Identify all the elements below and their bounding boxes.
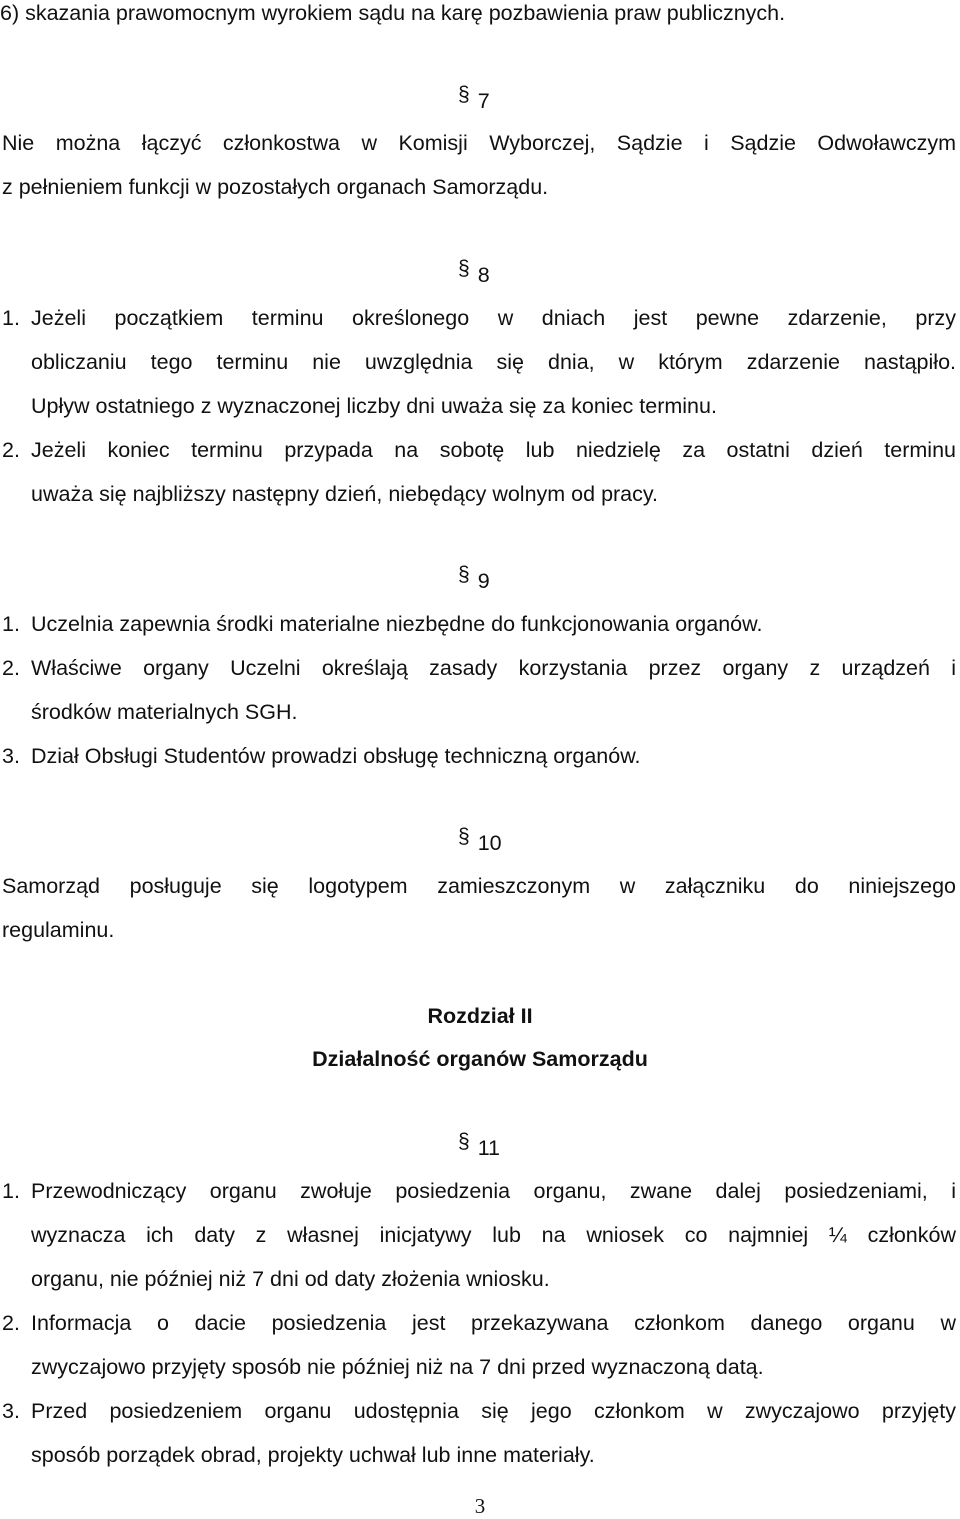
paragraph-line: organu, nie później niż 7 dni od daty złożenia wniosku.: [31, 1267, 550, 1291]
paragraph-line: Przed posiedzeniem organu udostępnia się jego członkom w zwyczajowo przyjęty: [31, 1399, 956, 1423]
list-item-6: 6) skazania prawomocnym wyrokiem sądu na karę pozbawienia praw publicznych.: [0, 1, 786, 25]
section-number: 9: [477, 569, 490, 593]
section-symbol: §: [458, 563, 470, 586]
section-10-text-line: Samorząd posługuje się logotypem zamieszczonym w załączniku do niniejszego: [2, 874, 956, 898]
paragraph-number: 3.: [2, 744, 20, 768]
paragraph-number: 2.: [2, 438, 20, 462]
paragraph-line: Informacja o dacie posiedzenia jest przekazywana członkom danego organu w: [31, 1311, 956, 1335]
paragraph-line: Jeżeli początkiem terminu określonego w dniach jest pewne zdarzenie, przy: [31, 306, 956, 330]
paragraph-number: 1.: [2, 306, 20, 330]
section-11-heading: [458, 1130, 501, 1161]
section-10-heading: [458, 825, 502, 856]
paragraph-line: Uczelnia zapewnia środki materialne niezbędne do funkcjonowania organów.: [31, 612, 763, 636]
paragraph-line: sposób porządek obrad, projekty uchwał lub inne materiały.: [31, 1443, 595, 1467]
paragraph-line: obliczaniu tego terminu nie uwzględnia się dnia, w którym zdarzenie nastąpiło.: [31, 350, 956, 374]
chapter-subtitle: Działalność organów Samorządu: [312, 1047, 648, 1071]
paragraph-line: wyznacza ich daty z własnej inicjatywy lub na wniosek co najmniej ¼ członków: [31, 1223, 956, 1247]
paragraph-line: Upływ ostatniego z wyznaczonej liczby dni uważa się za koniec terminu.: [31, 394, 717, 418]
section-7-text-line: Nie można łączyć członkostwa w Komisji Wyborczej, Sądzie i Sądzie Odwoławczym: [2, 131, 956, 155]
section-8-heading: [458, 257, 490, 288]
paragraph-number: 1.: [2, 1179, 20, 1203]
paragraph-line: Przewodniczący organu zwołuje posiedzenia organu, zwane dalej posiedzeniami, i: [31, 1179, 956, 1203]
section-number: 7: [477, 89, 490, 113]
paragraph-number: 1.: [2, 612, 20, 636]
paragraph-number: 2.: [2, 656, 20, 680]
section-symbol: §: [458, 1130, 470, 1153]
section-number: 8: [477, 263, 490, 287]
paragraph-number: 2.: [2, 1311, 20, 1335]
section-symbol: §: [458, 83, 470, 106]
paragraph-line: Jeżeli koniec terminu przypada na sobotę lub niedzielę za ostatni dzień terminu: [31, 438, 956, 462]
paragraph-line: Dział Obsługi Studentów prowadzi obsługę techniczną organów.: [31, 744, 641, 768]
section-symbol: §: [458, 825, 470, 848]
section-9-heading: [458, 563, 490, 594]
section-symbol: §: [458, 257, 470, 280]
section-10-text-line: regulaminu.: [2, 918, 115, 942]
paragraph-line: środków materialnych SGH.: [31, 700, 298, 724]
section-7-text-line: z pełnieniem funkcji w pozostałych organach Samorządu.: [2, 175, 549, 199]
section-number: 11: [477, 1136, 501, 1160]
paragraph-line: uważa się najbliższy następny dzień, niebędący wolnym od pracy.: [31, 482, 659, 506]
page-number: 3: [474, 1494, 486, 1518]
chapter-title: Rozdział II: [427, 1004, 533, 1028]
section-number: 10: [477, 831, 502, 855]
paragraph-number: 3.: [2, 1399, 20, 1423]
section-7-heading: [458, 83, 490, 114]
paragraph-line: zwyczajowo przyjęty sposób nie później niż na 7 dni przed wyznaczoną datą.: [31, 1355, 764, 1379]
paragraph-line: Właściwe organy Uczelni określają zasady korzystania przez organy z urządzeń i: [31, 656, 956, 680]
